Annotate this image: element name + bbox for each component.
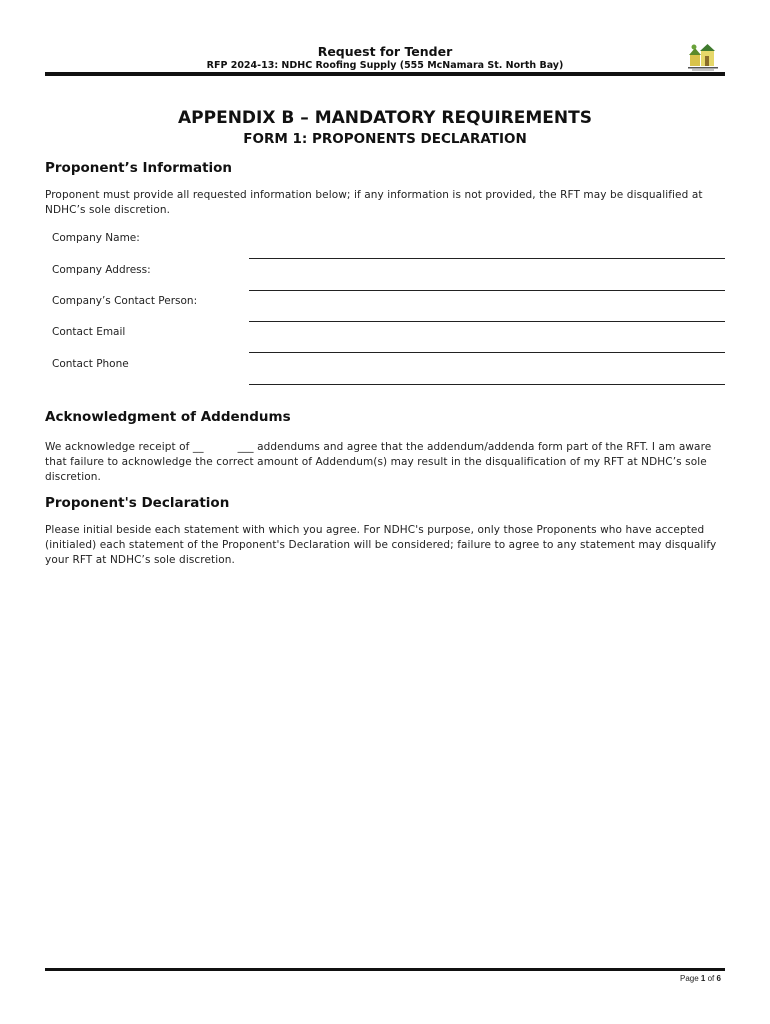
page-number	[680, 974, 721, 983]
company-address-label: Company Address:	[52, 264, 151, 276]
contact-email-label: Contact Email	[52, 326, 126, 338]
contact-person-label: Company’s Contact Person:	[52, 295, 198, 307]
contact-person-field[interactable]	[249, 321, 725, 322]
page-prefix: Page	[680, 974, 699, 983]
form-title: FORM 1: PROPONENTS DECLARATION	[243, 131, 527, 147]
appendix-title: APPENDIX B – MANDATORY REQUIREMENTS	[178, 108, 592, 128]
company-name-label: Company Name:	[52, 232, 140, 244]
addendums-text-after: ___ addendums and agree that the addendum/addenda form part of the RFT. I am aware that failure to acknowledge the correct amount of Addendum(s) may result in the disqualification of my RFT at NDHC’s sole discretion.	[45, 441, 712, 483]
contact-email-field[interactable]	[249, 352, 725, 353]
addendums-heading: Acknowledgment of Addendums	[45, 409, 291, 425]
declaration-heading: Proponent's Declaration	[45, 495, 230, 511]
header-divider	[45, 72, 725, 76]
organization-logo-icon	[686, 42, 720, 72]
header-title: Request for Tender	[317, 44, 453, 59]
header-subtitle: RFP 2024-13: NDHC Roofing Supply (555 McNamara St. North Bay)	[206, 60, 564, 71]
page-of: of	[707, 974, 715, 983]
company-name-field[interactable]	[249, 258, 725, 259]
footer-divider	[45, 968, 725, 971]
company-address-field[interactable]	[249, 290, 725, 291]
contact-phone-label: Contact Phone	[52, 358, 129, 370]
proponent-info-heading: Proponent’s Information	[45, 160, 233, 176]
addendums-text-before: We acknowledge receipt of __	[45, 441, 204, 453]
proponent-info-intro: Proponent must provide all requested information below; if any information is not provided, the RFT may be disqualified at NDHC’s sole discretion.	[45, 189, 703, 216]
addendums-text	[45, 440, 725, 485]
page-current: 1	[700, 974, 706, 983]
declaration-text: Please initial beside each statement with which you agree. For NDHC's purpose, only those Proponents who have accepted (initialed) each statement of the Proponent's Declaration will be considered; failure to agree to any statement may disqualify your RFT at NDHC’s sole discretion.	[45, 524, 717, 566]
contact-phone-field[interactable]	[249, 384, 725, 385]
page-total: 6	[716, 974, 721, 983]
